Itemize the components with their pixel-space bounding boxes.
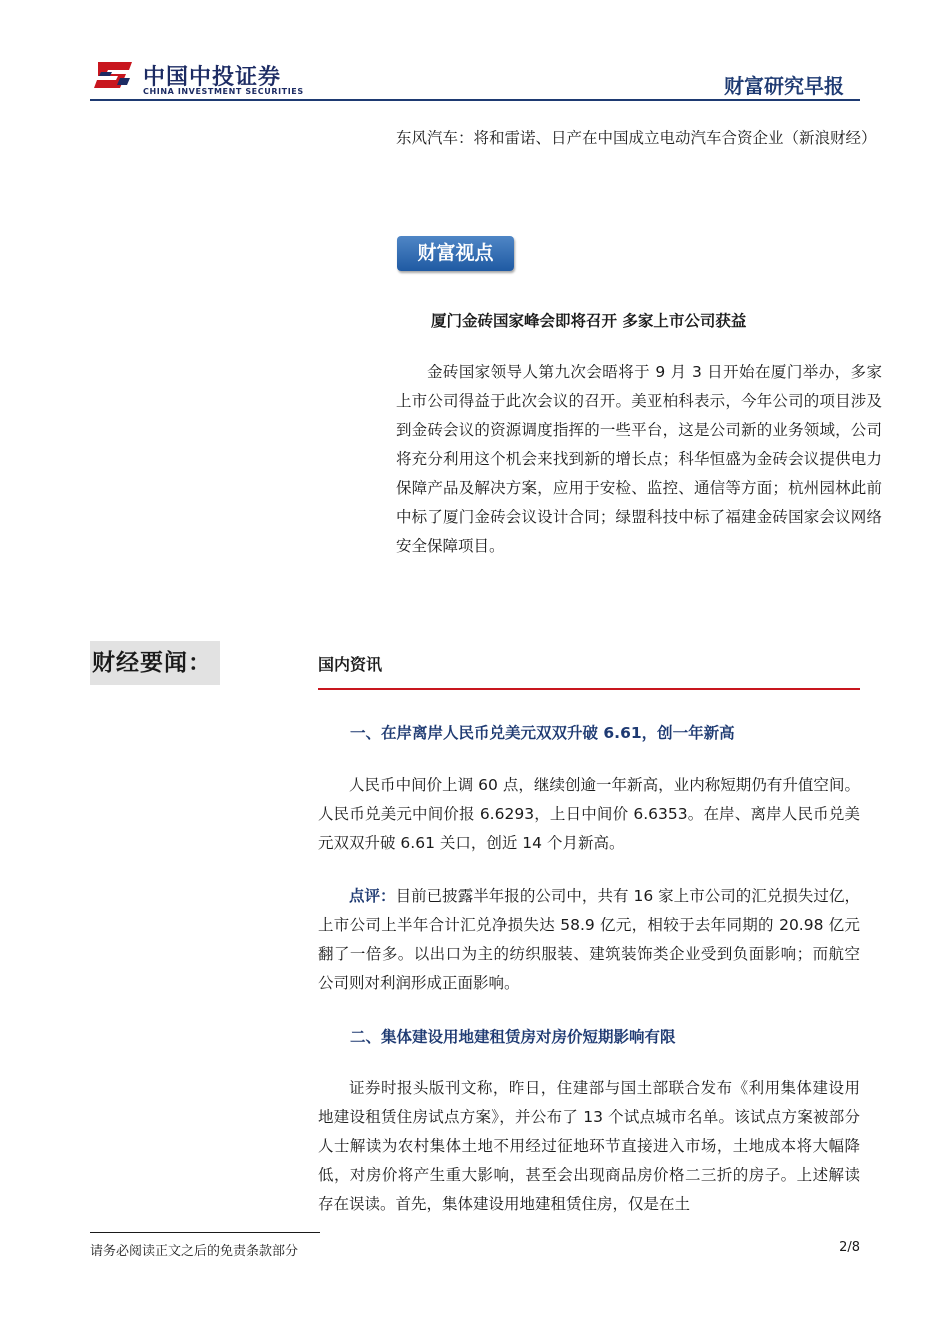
comment-text: 目前已披露半年报的公司中，共有 16 家上市公司的汇兑损失过亿，上市公司上半年合计汇兑净损失达 58.9 亿元，相较于去年同期的 20.98 亿元翻了一倍多。以出口为主的纺织服装、建筑装饰类企业受到负面影响；而航空公司则对利润形成正面影响。 (318, 887, 860, 992)
logo-english-name: CHINA INVESTMENT SECURITIES (143, 87, 304, 96)
section-red-divider (318, 688, 860, 690)
report-name: 财富研究早报 (724, 74, 844, 98)
wealth-view-body (396, 358, 882, 561)
news-2-body (318, 1074, 860, 1219)
domestic-news-title: 国内资讯 (318, 655, 383, 674)
top-news-text: 东风汽车：将和雷诺、日产在中国成立电动汽车合资企业（新浪财经） (396, 129, 877, 147)
news-1-paragraph: 人民币中间价上调 60 点，继续创逾一年新高，业内称短期仍有升值空间。人民币兑美元中间价报 6.6293，上日中间价 6.6353。在岸、离岸人民币兑美元双双升破 6.61 关口，创近 14 个月新高。 (318, 776, 860, 852)
footer-disclaimer: 请务必阅读正文之后的免责条款部分 (90, 1244, 299, 1259)
wealth-view-title: 厦门金砖国家峰会即将召开 多家上市公司获益 (431, 312, 747, 330)
news-1-body (318, 771, 860, 858)
news-2-paragraph: 证券时报头版刊文称，昨日，住建部与国土部联合发布《利用集体建设用地建设租赁住房试点方案》，并公布了 13 个试点城市名单。该试点方案被部分人士解读为农村集体土地不用经过征地环节直接进入市场，土地成本将大幅降低，对房价将产生重大影响，甚至会出现商品房价格二三折的房子。上述解读存在误读。首先，集体建设用地建租赁住房，仅是在土 (318, 1079, 860, 1213)
news-2-title: 二、集体建设用地建租赁房对房价短期影响有限 (350, 1028, 676, 1046)
wealth-view-badge: 财富视点 (397, 236, 514, 271)
top-news-item (396, 124, 882, 153)
comment-label: 点评： (349, 887, 396, 905)
company-logo-icon (92, 58, 136, 92)
news-1-comment-paragraph (318, 882, 860, 998)
news-1-title: 一、在岸离岸人民币兑美元双双升破 6.61，创一年新高 (350, 724, 735, 742)
news-1-comment (318, 882, 860, 998)
page-number: 2/8 (839, 1240, 860, 1255)
finance-news-label: 财经要闻： (90, 641, 220, 685)
wealth-view-paragraph: 金砖国家领导人第九次会晤将于 9 月 3 日开始在厦门举办，多家上市公司得益于此次会议的召开。美亚柏科表示，今年公司的项目涉及到金砖会议的资源调度指挥的一些平台，这是公司新的业务领域，公司将充分利用这个机会来找到新的增长点；科华恒盛为金砖会议提供电力保障产品及解决方案，应用于安检、监控、通信等方面；杭州园林此前中标了厦门金砖会议设计合同；绿盟科技中标了福建金砖国家会议网络安全保障项目。 (396, 363, 882, 555)
header-divider (90, 99, 860, 101)
footer-divider (90, 1232, 320, 1233)
logo-chinese-name: 中国中投证券 (143, 65, 282, 90)
